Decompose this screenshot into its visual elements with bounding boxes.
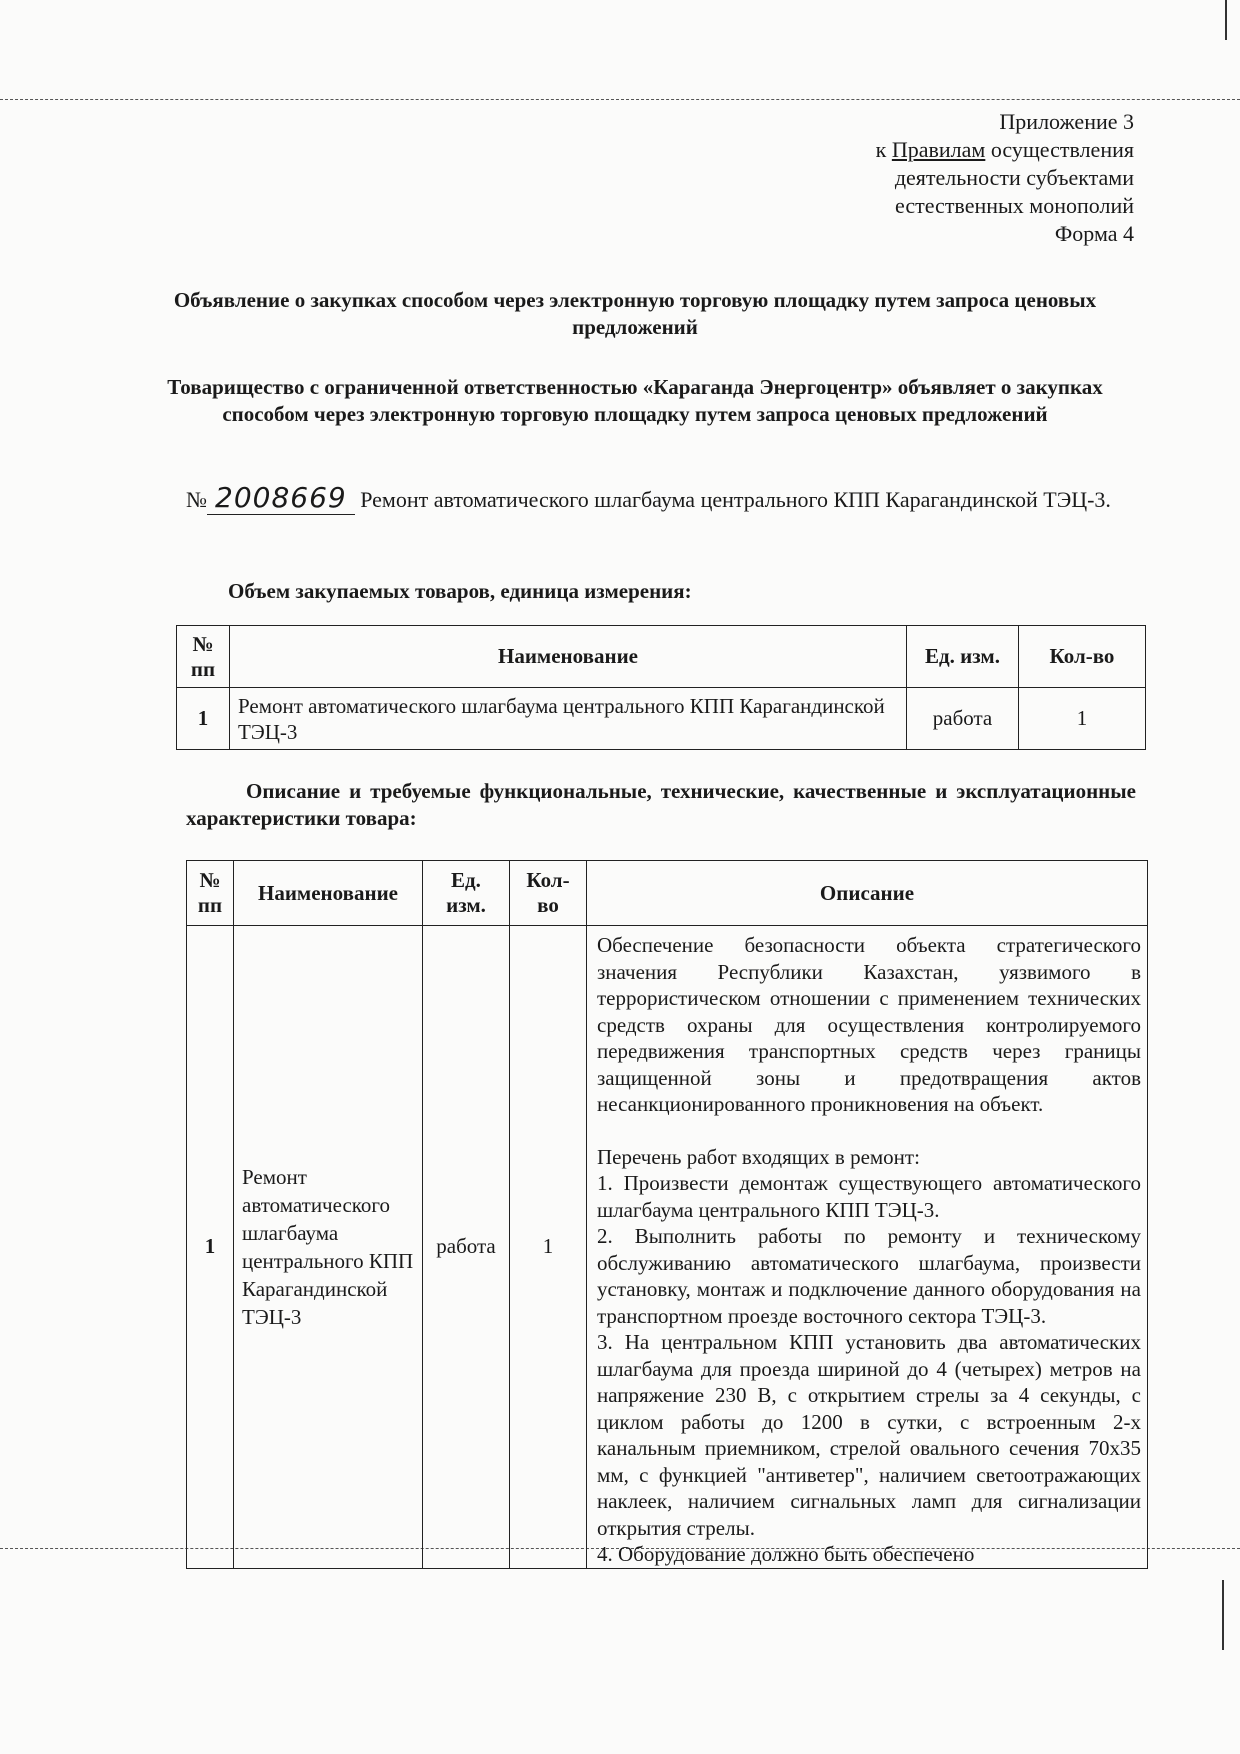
description-paragraph: 4. Оборудование должно быть обеспечено <box>597 1542 975 1566</box>
row-description <box>587 926 1148 1569</box>
notice-text: Ремонт автоматического шлагбаума центрального КПП Карагандинской ТЭЦ-3. <box>360 487 1111 512</box>
annex-line: Приложение 3 <box>999 109 1134 134</box>
annex-suffix: осуществления <box>985 137 1134 162</box>
description-paragraph: Обеспечение безопасности объекта стратегического значения Республики Казахстан, уязвимого в террористическом отношении с применением технических средств охраны для осуществления контролируемого передвижения транспортных средств через границы защищенной зоны и предотвращения актов несанкционированного проникновения на объект. <box>597 933 1141 1116</box>
header-name: Наименование <box>234 861 423 926</box>
header-name: Наименование <box>230 626 907 688</box>
annex-line: деятельности субъектами <box>894 165 1134 190</box>
row-name: Ремонт автоматического шлагбаума центрального КПП Карагандинской ТЭЦ-3 <box>230 688 907 750</box>
table-row <box>187 926 1148 1569</box>
number-sign: № <box>186 487 207 512</box>
header-description: Описание <box>587 861 1148 926</box>
header-num: № пп <box>187 861 234 926</box>
row-unit: работа <box>907 688 1019 750</box>
table-header-row <box>187 861 1148 926</box>
annex-prefix: к <box>875 137 892 162</box>
annex-form: Форма 4 <box>1054 221 1134 246</box>
purchase-notice <box>186 482 1136 516</box>
row-qty: 1 <box>1019 688 1146 750</box>
scan-artifact-top-line <box>0 99 1240 100</box>
handwritten-number: 2008669 <box>207 482 355 515</box>
row-qty: 1 <box>510 926 587 1569</box>
document-title: Объявление о закупках способом через электронную торговую площадку путем запроса ценовых предложений <box>173 288 1097 339</box>
volume-heading: Объем закупаемых товаров, единица измерения: <box>228 579 692 603</box>
row-num: 1 <box>177 688 230 750</box>
header-qty: Кол-во <box>1019 626 1146 688</box>
description-paragraph: 3. На центральном КПП установить два автоматических шлагбаума для проезда шириной до 4 (четырех) метров на напряжение 230 В, с открытием стрелы за 4 секунды, с циклом работы до 1200 в сутки, с встроенным 2-х канальным приемником, стрелой овального сечения 70х35 мм, с функцией "антиветер", наличием светоотражающих наклеек, наличием сигнальных ламп для сигнализации открытия стрелы. <box>597 1330 1141 1540</box>
header-qty: Кол-во <box>510 861 587 926</box>
annex-line <box>876 136 1134 164</box>
row-name: Ремонт автоматического шлагбаума центрального КПП Карагандинской ТЭЦ-3 <box>234 926 423 1569</box>
organization-announcement: Товарищество с ограниченной ответственностью «Караганда Энергоцентр» объявляет о закупках способом через электронную торговую площадку путем запроса ценовых предложений <box>167 375 1103 426</box>
table-header-row <box>177 626 1146 688</box>
row-unit: работа <box>423 926 510 1569</box>
description-paragraph: 1. Произвести демонтаж существующего автоматического шлагбаума центрального КПП ТЭЦ-3. <box>597 1171 1141 1222</box>
annex-line: естественных монополий <box>895 193 1134 218</box>
header-unit: Ед. изм. <box>907 626 1019 688</box>
description-table <box>186 860 1148 1569</box>
annex-header <box>876 108 1134 248</box>
volume-table <box>176 625 1146 750</box>
description-paragraph: Перечень работ входящих в ремонт: <box>597 1144 920 1169</box>
scan-edge-mark <box>1222 1580 1224 1650</box>
rules-link: Правилам <box>891 137 986 162</box>
row-num: 1 <box>187 926 234 1569</box>
scan-edge-mark <box>1225 0 1227 40</box>
header-num: № пп <box>177 626 230 688</box>
table-row <box>177 688 1146 750</box>
header-unit: Ед. изм. <box>423 861 510 926</box>
description-paragraph: 2. Выполнить работы по ремонту и техническому обслуживанию автоматического шлагбаума, произвести установку, монтаж и подключение данного оборудования на транспортном проезде восточного сектора ТЭЦ-3. <box>597 1224 1141 1328</box>
description-heading: Описание и требуемые функциональные, технические, качественные и эксплуатационные характеристики товара: <box>186 779 1136 830</box>
